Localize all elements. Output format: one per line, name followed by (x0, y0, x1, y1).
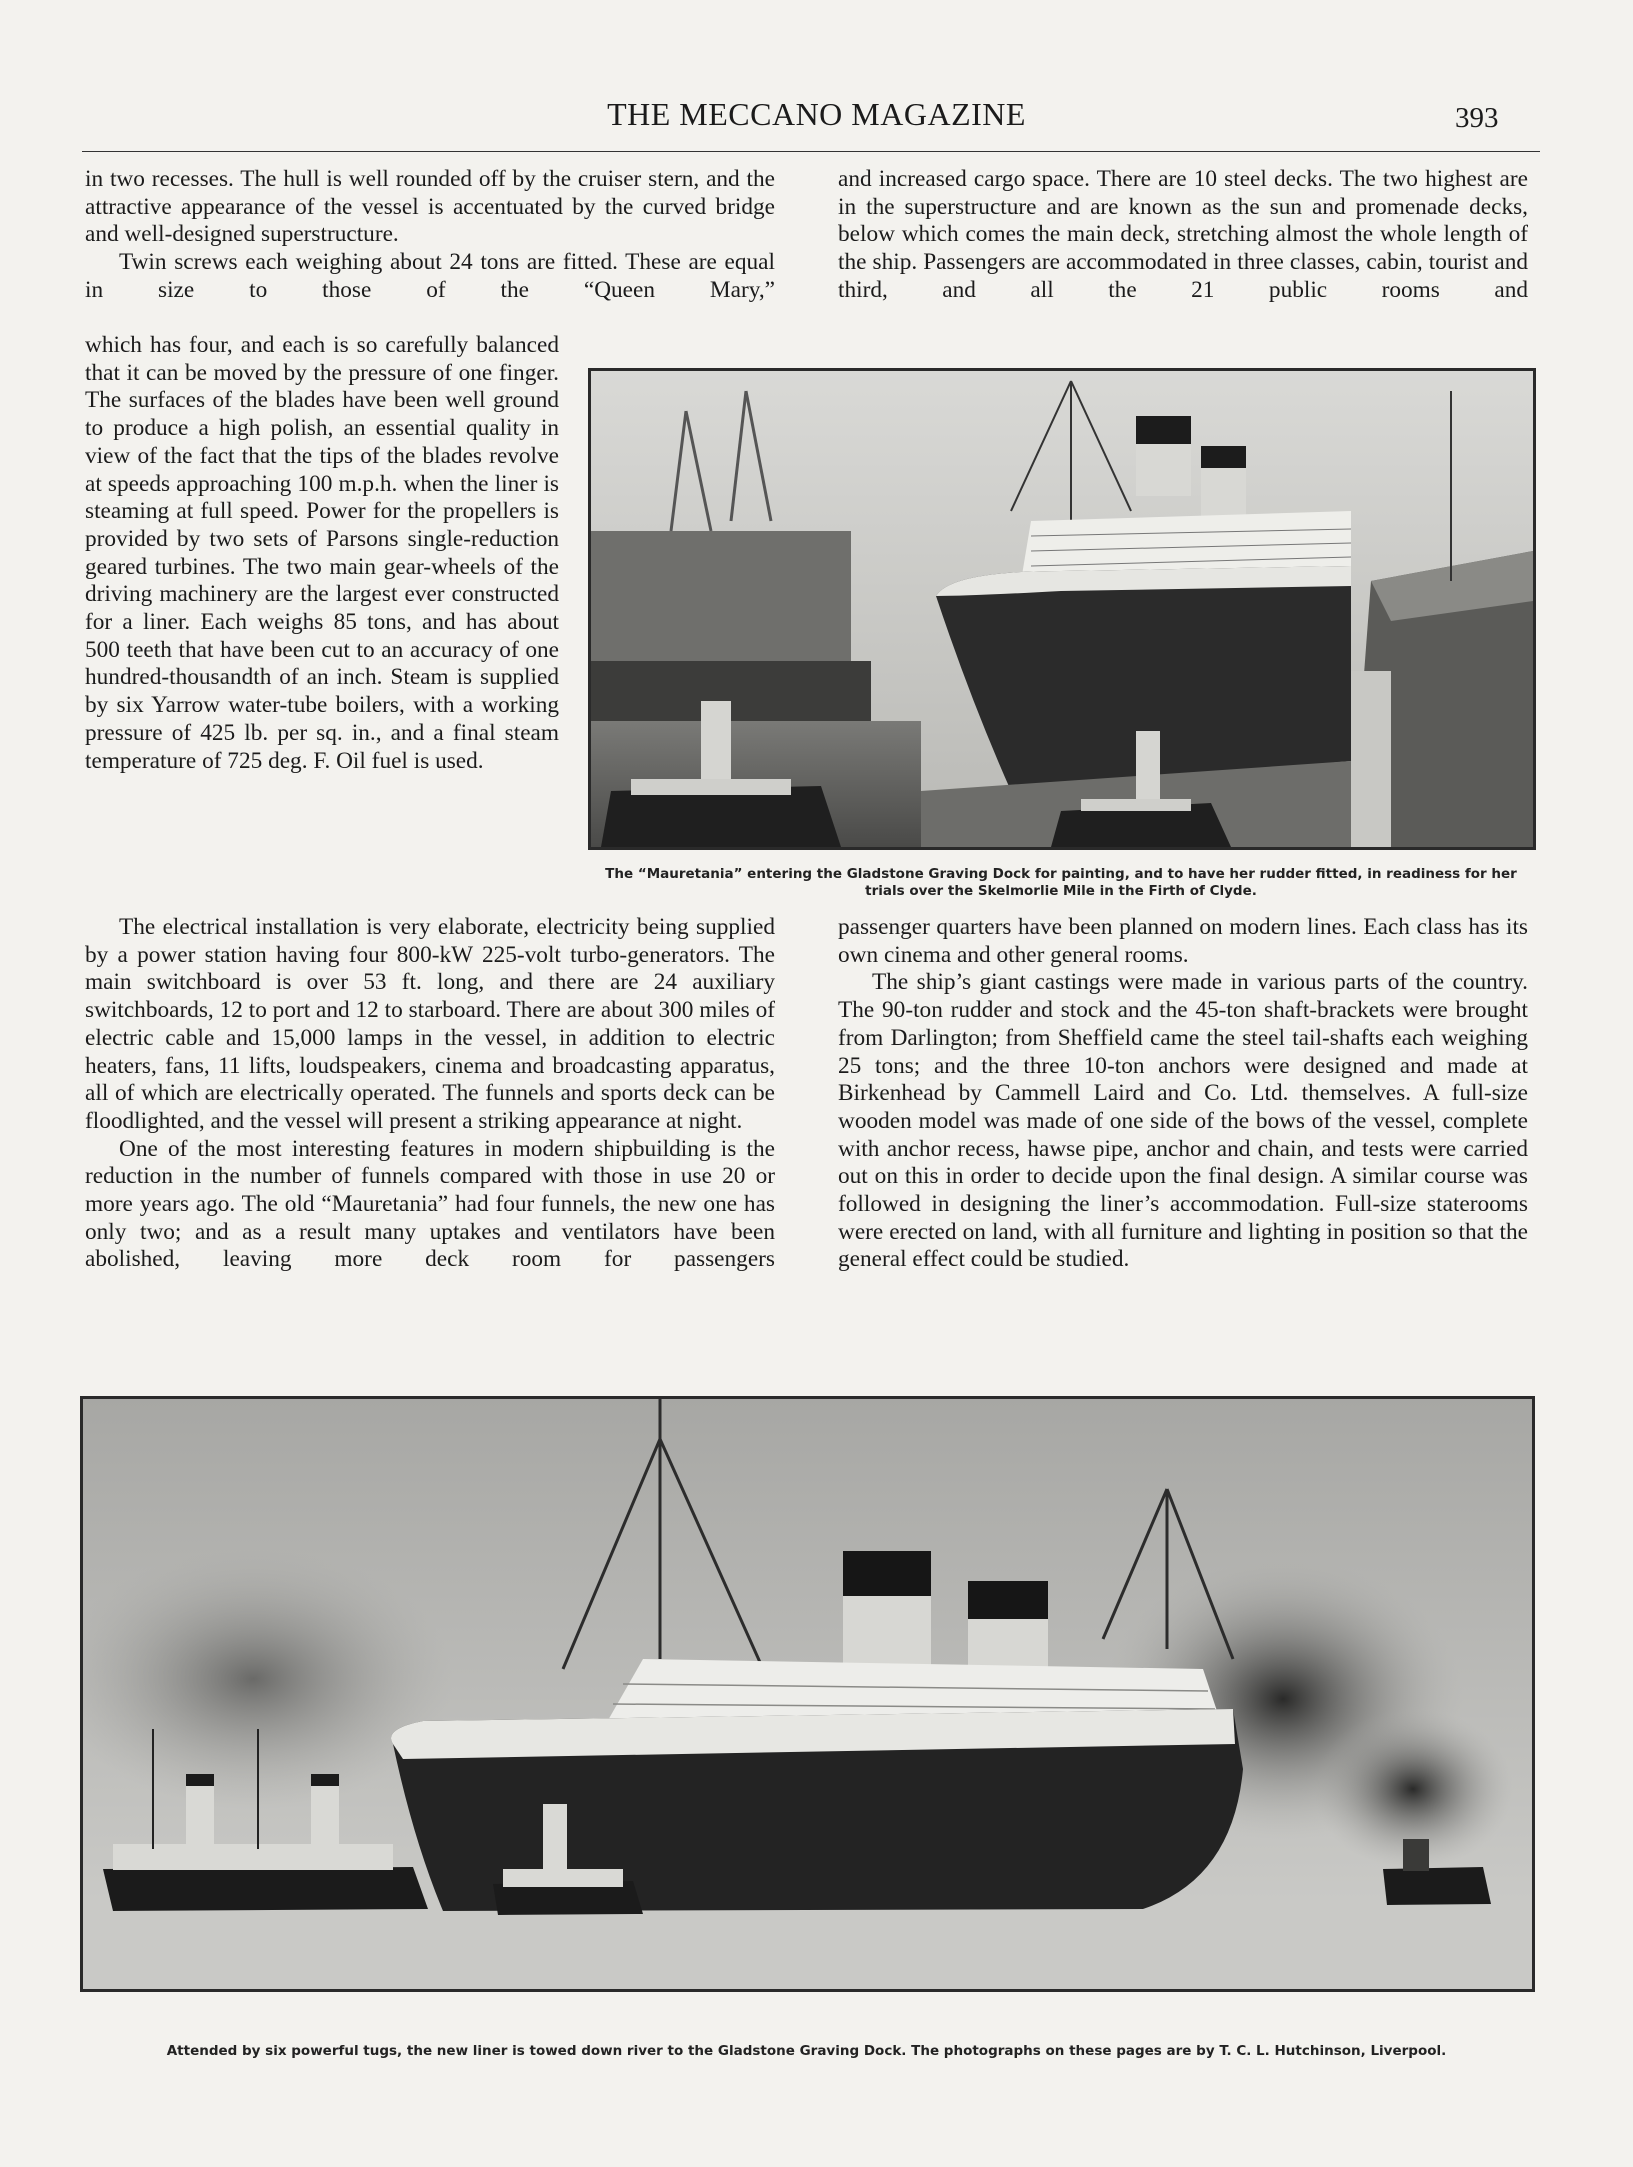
page-number: 393 (1455, 102, 1499, 134)
dock-photo (588, 368, 1536, 850)
paragraph-hull: in two recesses. The hull is well rounded off by the cruiser stern, and the attractive appearance of the vessel is accentuated by the curved bridge and well-designed superstructure. (85, 166, 775, 248)
paragraph-electrical: The electrical installation is very elaborate, electricity being supplied by a power station having four 800-kW 225-volt turbo-generators. The main switchboard is over 53 ft. long, and there are 24 auxiliary switchboards, 12 to port and 12 to starboard. There are about 300 miles of electric cable and 15,000 lamps in the vessel, in addition to electric heaters, fans, 11 lifts, loudspeakers, cinema and broadcasting apparatus, all of which are electrically operated. The funnels and sports deck can be floodlighted, and the vessel will present a striking appearance at night. (85, 914, 775, 1134)
left-column-narrow (85, 332, 559, 775)
header-rule (82, 151, 1540, 152)
left-column-top (85, 166, 775, 305)
right-column-bottom (838, 914, 1528, 1274)
tugs-photo (80, 1396, 1535, 1992)
right-column-top (838, 166, 1528, 305)
paragraph-funnels: One of the most interesting features in modern shipbuilding is the reduction in the number of funnels compared with those in use 20 or more years ago. The old “Mauretania” had four funnels, the new one has only two; and as a result many uptakes and ventilators have been abolished, leaving more deck room for passengers (85, 1135, 775, 1273)
tugs-photo-caption: Attended by six powerful tugs, the new liner is towed down river to the Gladstone Graving Dock. The photographs on these pages are by T. C. L. Hutchinson, Liverpool. (166, 2043, 1447, 2059)
liner-towed-image (83, 1399, 1532, 1989)
paragraph-passenger-quarters: passenger quarters have been planned on modern lines. Each class has its own cinema and other general rooms. (838, 914, 1528, 968)
magazine-title: THE MECCANO MAGAZINE (607, 96, 1026, 132)
paragraph-screws-start: Twin screws each weighing about 24 tons are fitted. These are equal in size to those of the “Queen Mary,” (85, 249, 775, 303)
paragraph-decks: and increased cargo space. There are 10 steel decks. The two highest are in the superstructure and are known as the sun and promenade decks, below which comes the main deck, stretching almost the whole length of the ship. Passengers are accommodated in three classes, cabin, tourist and third, and all the 21 public rooms and (838, 166, 1528, 303)
liner-in-dock-image (591, 371, 1533, 847)
dock-photo-caption: The “Mauretania” entering the Gladstone Graving Dock for painting, and to have her rudder fitted, in readiness for her trials over the Skelmorlie Mile in the Firth of Clyde. (605, 866, 1517, 899)
left-column-bottom (85, 914, 775, 1274)
paragraph-screws-continued: which has four, and each is so carefully balanced that it can be moved by the pressure of one finger. The surfaces of the blades have been well ground to produce a high polish, an essential quality in view of the fact that the tips of the blades revolve at speeds approaching 100 m.p.h. when the liner is steaming at full speed. Power for the propellers is provided by two sets of Parsons single-reduction geared turbines. The two main gear-wheels of the driving machinery are the largest ever constructed for a liner. Each weighs 85 tons, and has about 500 teeth that have been cut to an accuracy of one hundred-thousandth of an inch. Steam is supplied by six Yarrow water-tube boilers, with a working pressure of 425 lb. per sq. in., and a final steam temperature of 725 deg. F. Oil fuel is used. (85, 332, 559, 774)
paragraph-castings: The ship’s giant castings were made in various parts of the country. The 90-ton rudder and stock and the 45-ton shaft-brackets were brought from Darlington; from Sheffield came the steel tail-shafts each weighing 25 tons; and the three 10-ton anchors were designed and made at Birkenhead by Cammell Laird and Co. Ltd. themselves. A full-size wooden model was made of one side of the bows of the vessel, complete with anchor recess, hawse pipe, anchor and chain, and tests were carried out on this in order to decide upon the final design. A similar course was followed in designing the liner’s accommodation. Full-size staterooms were erected on land, with all furniture and lighting in position so that the general effect could be studied. (838, 969, 1528, 1273)
